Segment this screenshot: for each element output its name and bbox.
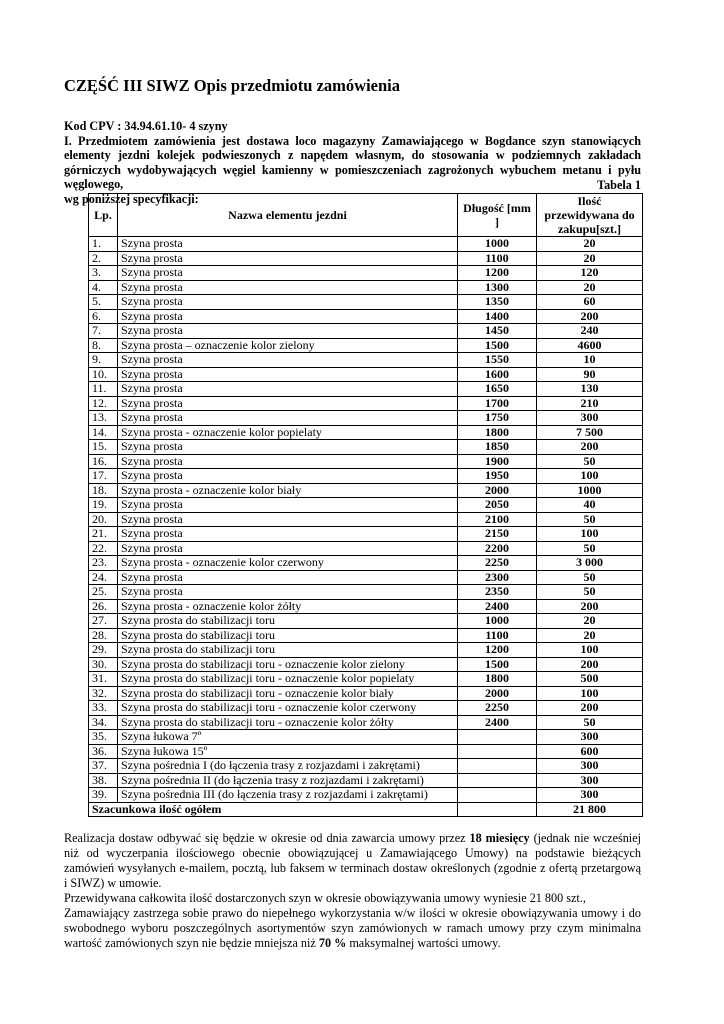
cell-lp: 6. bbox=[89, 309, 118, 324]
cell-qty: 50 bbox=[537, 715, 643, 730]
table-row bbox=[89, 338, 643, 353]
cell-length: 1300 bbox=[458, 280, 537, 295]
cell-length: 1550 bbox=[458, 353, 537, 368]
cell-length: 2400 bbox=[458, 715, 537, 730]
cell-name: Szyna prosta bbox=[118, 396, 458, 411]
cell-length bbox=[458, 744, 537, 759]
table-row bbox=[89, 295, 643, 310]
cell-name: Szyna prosta bbox=[118, 266, 458, 281]
text: maksymalnej wartości umowy. bbox=[346, 936, 501, 950]
table-row bbox=[89, 425, 643, 440]
cell-length: 1600 bbox=[458, 367, 537, 382]
table-row bbox=[89, 251, 643, 266]
cell-name: Szyna prosta bbox=[118, 411, 458, 426]
cell-name: Szyna prosta do stabilizacji toru - oznaczenie kolor zielony bbox=[118, 657, 458, 672]
table-row bbox=[89, 440, 643, 455]
table-row bbox=[89, 672, 643, 687]
cell-lp: 30. bbox=[89, 657, 118, 672]
cell-lp: 5. bbox=[89, 295, 118, 310]
cell-name: Szyna łukowa 15º bbox=[118, 744, 458, 759]
cell-length: 1350 bbox=[458, 295, 537, 310]
cell-qty: 300 bbox=[537, 759, 643, 774]
cell-qty: 20 bbox=[537, 628, 643, 643]
cell-length: 1500 bbox=[458, 338, 537, 353]
total-label: Szacunkowa ilość ogółem bbox=[89, 802, 458, 817]
cell-name: Szyna prosta do stabilizacji toru bbox=[118, 628, 458, 643]
cell-name: Szyna pośrednia II (do łączenia trasy z rozjazdami i zakrętami) bbox=[118, 773, 458, 788]
cell-qty: 100 bbox=[537, 527, 643, 542]
cell-qty: 500 bbox=[537, 672, 643, 687]
cell-length: 2100 bbox=[458, 512, 537, 527]
table-caption: Tabela 1 bbox=[597, 178, 641, 192]
cell-name: Szyna prosta bbox=[118, 353, 458, 368]
cell-length bbox=[458, 773, 537, 788]
cell-qty: 210 bbox=[537, 396, 643, 411]
cell-qty: 240 bbox=[537, 324, 643, 339]
cell-lp: 33. bbox=[89, 701, 118, 716]
cell-lp: 38. bbox=[89, 773, 118, 788]
closing-section bbox=[64, 831, 641, 951]
cell-name: Szyna prosta bbox=[118, 512, 458, 527]
table-row bbox=[89, 396, 643, 411]
cell-qty: 200 bbox=[537, 599, 643, 614]
cell-lp: 18. bbox=[89, 483, 118, 498]
cell-name: Szyna prosta bbox=[118, 295, 458, 310]
cell-qty: 10 bbox=[537, 353, 643, 368]
cell-length: 2000 bbox=[458, 483, 537, 498]
cell-qty: 7 500 bbox=[537, 425, 643, 440]
cell-qty: 300 bbox=[537, 773, 643, 788]
cell-length: 1850 bbox=[458, 440, 537, 455]
cell-length: 2150 bbox=[458, 527, 537, 542]
cell-name: Szyna prosta bbox=[118, 498, 458, 513]
cell-lp: 21. bbox=[89, 527, 118, 542]
cell-length: 1750 bbox=[458, 411, 537, 426]
cell-name: Szyna prosta bbox=[118, 440, 458, 455]
table-row bbox=[89, 599, 643, 614]
table-row bbox=[89, 411, 643, 426]
total-row bbox=[89, 802, 643, 817]
cell-name: Szyna prosta bbox=[118, 280, 458, 295]
cell-qty: 4600 bbox=[537, 338, 643, 353]
cell-length: 2350 bbox=[458, 585, 537, 600]
cell-length: 2050 bbox=[458, 498, 537, 513]
intro-paragraph: I. Przedmiotem zamówienia jest dostawa loco magazyny Zamawiającego w Bogdance szyn stanowiących elementy jezdni kolejek podwieszonych z napędem własnym, do stosowania w podziemnych zakładach górniczych wydobywających węgiel kamienny w pomieszczeniach zagrożonych wybuchem metanu i pyłu węglowego, bbox=[64, 133, 641, 192]
cell-qty: 50 bbox=[537, 454, 643, 469]
cell-qty: 300 bbox=[537, 730, 643, 745]
text: (jednak nie wcześniej niż od wyczerpania ilościowego obecnie obowiązującej u Zamawiającego Umowy) na podstawie bieżących zamówień wysyłanych e-mailem, pocztą, lub faksem w terminach dostaw określonych (zgodnie z ofertą przetargową i SIWZ) w umowie. bbox=[64, 831, 641, 890]
cell-name: Szyna prosta do stabilizacji toru bbox=[118, 643, 458, 658]
cell-qty: 100 bbox=[537, 469, 643, 484]
cell-lp: 26. bbox=[89, 599, 118, 614]
cell-qty: 100 bbox=[537, 686, 643, 701]
intro-paragraph-2: wg poniższej specyfikacji: bbox=[64, 191, 199, 206]
cell-length: 1800 bbox=[458, 425, 537, 440]
cell-name: Szyna prosta do stabilizacji toru bbox=[118, 614, 458, 629]
cell-qty: 3 000 bbox=[537, 556, 643, 571]
cell-qty: 200 bbox=[537, 657, 643, 672]
table-row bbox=[89, 237, 643, 252]
cell-lp: 34. bbox=[89, 715, 118, 730]
cell-qty: 20 bbox=[537, 280, 643, 295]
cell-length: 1800 bbox=[458, 672, 537, 687]
cell-length: 1900 bbox=[458, 454, 537, 469]
cell-qty: 600 bbox=[537, 744, 643, 759]
cell-lp: 10. bbox=[89, 367, 118, 382]
table-row bbox=[89, 367, 643, 382]
table-row bbox=[89, 788, 643, 803]
cell-name: Szyna prosta bbox=[118, 541, 458, 556]
header-name: Nazwa elementu jezdni bbox=[118, 194, 458, 237]
cell-qty: 1000 bbox=[537, 483, 643, 498]
cell-length: 1200 bbox=[458, 266, 537, 281]
cell-lp: 15. bbox=[89, 440, 118, 455]
table-row bbox=[89, 512, 643, 527]
table-row bbox=[89, 556, 643, 571]
delivery-paragraph bbox=[64, 831, 641, 891]
cell-name: Szyna prosta - oznaczenie kolor popielaty bbox=[118, 425, 458, 440]
cell-lp: 12. bbox=[89, 396, 118, 411]
table-row bbox=[89, 498, 643, 513]
table-row bbox=[89, 309, 643, 324]
table-row bbox=[89, 701, 643, 716]
table-row bbox=[89, 759, 643, 774]
cell-length: 2300 bbox=[458, 570, 537, 585]
cell-name: Szyna prosta – oznaczenie kolor zielony bbox=[118, 338, 458, 353]
table-row bbox=[89, 715, 643, 730]
cell-qty: 50 bbox=[537, 541, 643, 556]
cell-lp: 25. bbox=[89, 585, 118, 600]
cell-lp: 37. bbox=[89, 759, 118, 774]
page-title: CZĘŚĆ III SIWZ Opis przedmiotu zamówienia bbox=[64, 76, 401, 95]
header-length: Długość [mm ] bbox=[458, 194, 537, 237]
cell-lp: 7. bbox=[89, 324, 118, 339]
table-row bbox=[89, 382, 643, 397]
cell-length bbox=[458, 759, 537, 774]
text: Realizacja dostaw odbywać się będzie w okresie od dnia zawarcia umowy przez bbox=[64, 831, 470, 845]
cell-name: Szyna łukowa 7º bbox=[118, 730, 458, 745]
cell-qty: 20 bbox=[537, 237, 643, 252]
cell-name: Szyna prosta bbox=[118, 251, 458, 266]
cell-qty: 120 bbox=[537, 266, 643, 281]
total-value: 21 800 bbox=[537, 802, 643, 817]
table-row bbox=[89, 628, 643, 643]
cell-qty: 60 bbox=[537, 295, 643, 310]
cell-length bbox=[458, 788, 537, 803]
cell-length: 2000 bbox=[458, 686, 537, 701]
table-row bbox=[89, 454, 643, 469]
cell-name: Szyna prosta bbox=[118, 469, 458, 484]
cell-lp: 9. bbox=[89, 353, 118, 368]
cell-lp: 29. bbox=[89, 643, 118, 658]
cell-name: Szyna prosta - oznaczenie kolor czerwony bbox=[118, 556, 458, 571]
table-row bbox=[89, 280, 643, 295]
cell-lp: 14. bbox=[89, 425, 118, 440]
duration: 18 miesięcy bbox=[469, 831, 530, 845]
cell-lp: 16. bbox=[89, 454, 118, 469]
min-percent: 70 % bbox=[318, 936, 347, 950]
cell-length: 1000 bbox=[458, 614, 537, 629]
cell-lp: 4. bbox=[89, 280, 118, 295]
cell-length: 1500 bbox=[458, 657, 537, 672]
cell-qty: 20 bbox=[537, 614, 643, 629]
specification-table bbox=[88, 193, 643, 817]
table-row bbox=[89, 657, 643, 672]
reservation-paragraph bbox=[64, 906, 641, 951]
cell-lp: 1. bbox=[89, 237, 118, 252]
cell-length: 1100 bbox=[458, 251, 537, 266]
cell-lp: 31. bbox=[89, 672, 118, 687]
cell-length: 2400 bbox=[458, 599, 537, 614]
cell-length: 1100 bbox=[458, 628, 537, 643]
table-header-row bbox=[89, 194, 643, 237]
cell-length: 1450 bbox=[458, 324, 537, 339]
cell-lp: 35. bbox=[89, 730, 118, 745]
cell-lp: 24. bbox=[89, 570, 118, 585]
cell-name: Szyna prosta bbox=[118, 382, 458, 397]
table-row bbox=[89, 266, 643, 281]
cell-length: 1400 bbox=[458, 309, 537, 324]
cell-length bbox=[458, 730, 537, 745]
cell-lp: 32. bbox=[89, 686, 118, 701]
table-row bbox=[89, 469, 643, 484]
cell-lp: 19. bbox=[89, 498, 118, 513]
table-row bbox=[89, 773, 643, 788]
cell-lp: 13. bbox=[89, 411, 118, 426]
cell-name: Szyna prosta bbox=[118, 367, 458, 382]
cell-name: Szyna prosta - oznaczenie kolor biały bbox=[118, 483, 458, 498]
table-row bbox=[89, 527, 643, 542]
cell-length: 2250 bbox=[458, 556, 537, 571]
cell-name: Szyna prosta bbox=[118, 454, 458, 469]
cell-lp: 3. bbox=[89, 266, 118, 281]
table-row bbox=[89, 744, 643, 759]
cell-lp: 22. bbox=[89, 541, 118, 556]
cell-lp: 11. bbox=[89, 382, 118, 397]
cell-qty: 300 bbox=[537, 411, 643, 426]
cell-name: Szyna prosta do stabilizacji toru - oznaczenie kolor popielaty bbox=[118, 672, 458, 687]
cell-lp: 20. bbox=[89, 512, 118, 527]
total-paragraph: Przewidywana całkowita ilość dostarczonych szyn w okresie obowiązywania umowy wyniesie 21 800 szt., bbox=[64, 891, 586, 905]
cell-qty: 50 bbox=[537, 585, 643, 600]
cell-length: 2200 bbox=[458, 541, 537, 556]
cell-lp: 36. bbox=[89, 744, 118, 759]
cell-length: 2250 bbox=[458, 701, 537, 716]
cell-qty: 90 bbox=[537, 367, 643, 382]
cell-lp: 39. bbox=[89, 788, 118, 803]
table-row bbox=[89, 614, 643, 629]
cell-qty: 20 bbox=[537, 251, 643, 266]
table-row bbox=[89, 686, 643, 701]
table-row bbox=[89, 730, 643, 745]
header-qty: Ilość przewidywana do zakupu[szt.] bbox=[537, 194, 643, 237]
cell-name: Szyna prosta bbox=[118, 527, 458, 542]
cell-name: Szyna prosta do stabilizacji toru - oznaczenie kolor czerwony bbox=[118, 701, 458, 716]
cell-qty: 40 bbox=[537, 498, 643, 513]
table-row bbox=[89, 541, 643, 556]
cell-length: 1650 bbox=[458, 382, 537, 397]
cell-lp: 23. bbox=[89, 556, 118, 571]
table-row bbox=[89, 353, 643, 368]
cell-name: Szyna pośrednia III (do łączenia trasy z rozjazdami i zakrętami) bbox=[118, 788, 458, 803]
cell-name: Szyna prosta - oznaczenie kolor żółty bbox=[118, 599, 458, 614]
cell-qty: 100 bbox=[537, 643, 643, 658]
cell-qty: 200 bbox=[537, 440, 643, 455]
header-lp: Lp. bbox=[89, 194, 118, 237]
cell-qty: 130 bbox=[537, 382, 643, 397]
cell-lp: 27. bbox=[89, 614, 118, 629]
table-row bbox=[89, 585, 643, 600]
cell-qty: 50 bbox=[537, 570, 643, 585]
cpv-code: Kod CPV : 34.94.61.10- 4 szyny bbox=[64, 119, 228, 133]
cell-qty: 200 bbox=[537, 701, 643, 716]
text: Zamawiający zastrzega sobie prawo do niepełnego wykorzystania w/w ilości w okresie obowiązywania umowy i do swobodnego wyboru poszczególnych asortymentów szyn zamówionych w ramach umowy przy czym minimalna wartość zamówionych szyn nie będzie mniejsza niż bbox=[64, 906, 641, 950]
cell-name: Szyna prosta bbox=[118, 237, 458, 252]
cell-length: 1200 bbox=[458, 643, 537, 658]
cell-name: Szyna prosta do stabilizacji toru - oznaczenie kolor żółty bbox=[118, 715, 458, 730]
cell-length: 1950 bbox=[458, 469, 537, 484]
cell-name: Szyna pośrednia I (do łączenia trasy z rozjazdami i zakrętami) bbox=[118, 759, 458, 774]
cell-length: 1000 bbox=[458, 237, 537, 252]
cell-lp: 2. bbox=[89, 251, 118, 266]
table-row bbox=[89, 570, 643, 585]
table-row bbox=[89, 483, 643, 498]
cell-name: Szyna prosta bbox=[118, 309, 458, 324]
cell-name: Szyna prosta do stabilizacji toru - oznaczenie kolor biały bbox=[118, 686, 458, 701]
cell-name: Szyna prosta bbox=[118, 324, 458, 339]
cell-lp: 17. bbox=[89, 469, 118, 484]
cell-lp: 28. bbox=[89, 628, 118, 643]
cell-length bbox=[458, 802, 537, 817]
cell-name: Szyna prosta bbox=[118, 585, 458, 600]
cell-length: 1700 bbox=[458, 396, 537, 411]
cell-qty: 300 bbox=[537, 788, 643, 803]
table-row bbox=[89, 643, 643, 658]
cell-qty: 200 bbox=[537, 309, 643, 324]
cell-lp: 8. bbox=[89, 338, 118, 353]
cell-name: Szyna prosta bbox=[118, 570, 458, 585]
table-row bbox=[89, 324, 643, 339]
cell-qty: 50 bbox=[537, 512, 643, 527]
